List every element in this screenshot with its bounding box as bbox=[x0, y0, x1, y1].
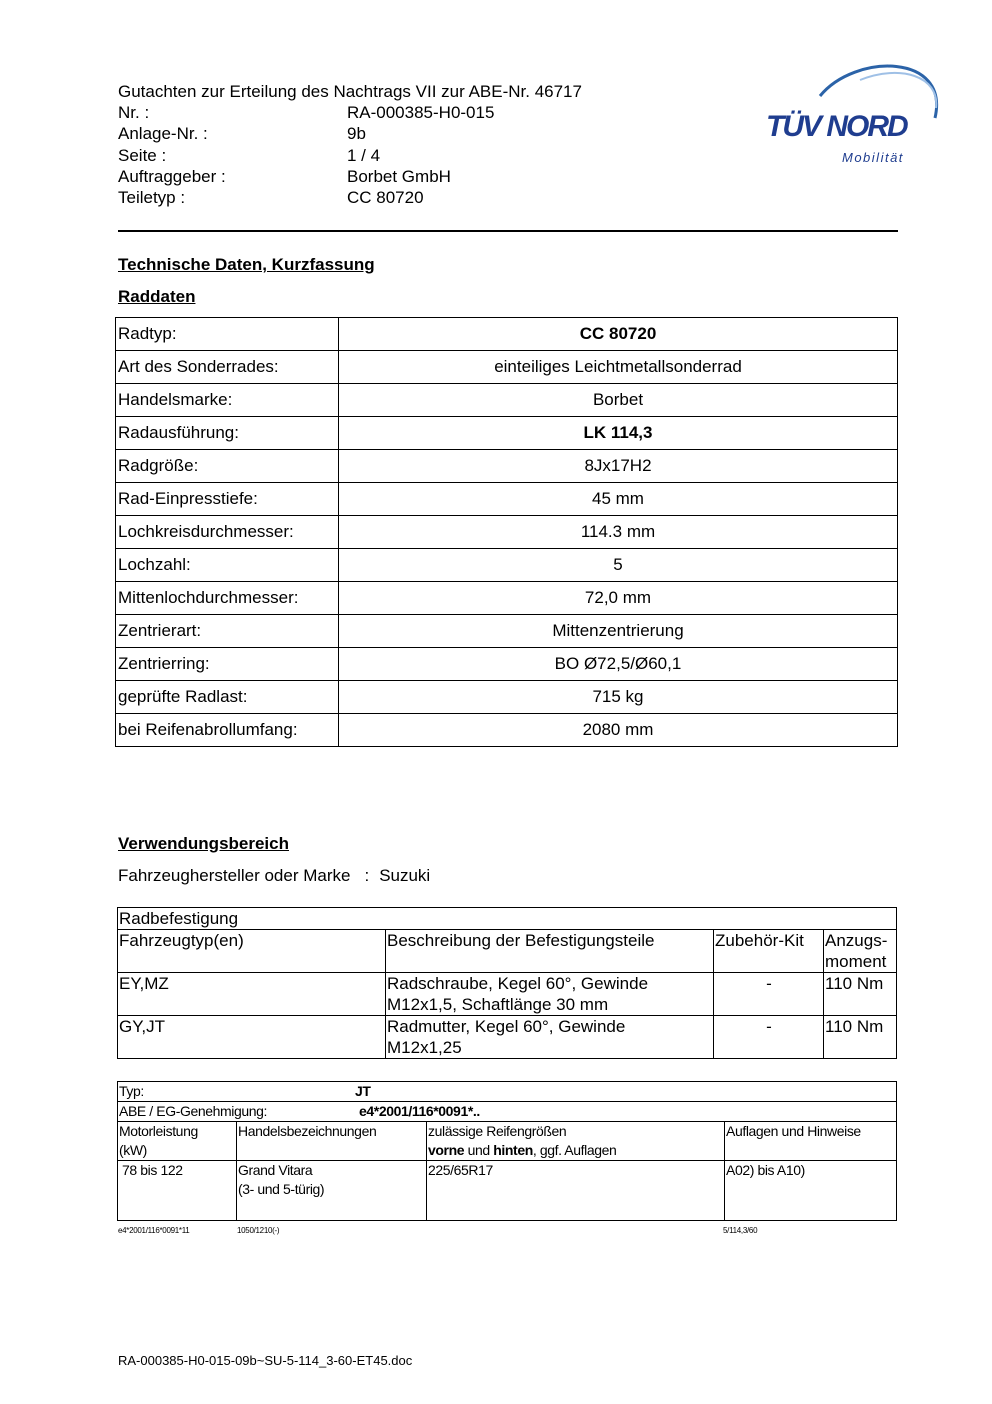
logo-subtitle: Mobilität bbox=[842, 150, 904, 165]
header-row-seite bbox=[0, 145, 700, 166]
table-title-row bbox=[118, 908, 897, 930]
header-beschreibung: Beschreibung der Befestigungsteile bbox=[386, 930, 714, 973]
cell-typ: GY,JT bbox=[118, 1016, 386, 1059]
fahrzeug-label: Fahrzeughersteller oder Marke bbox=[118, 866, 351, 885]
abe-cell bbox=[118, 1102, 897, 1122]
cell-auflagen: A02) bis A10) bbox=[725, 1161, 897, 1221]
section-raddaten: Raddaten bbox=[118, 287, 196, 306]
small-footer-mid: 1050/1210(-) bbox=[237, 1226, 280, 1235]
header-row-teiletyp bbox=[0, 187, 700, 208]
header-anzugs: Anzugs- bbox=[825, 931, 888, 950]
section-technical: Technische Daten, Kurzfassung bbox=[118, 255, 375, 274]
logo-brand: TÜV NORD bbox=[766, 110, 907, 143]
abe-value: e4*2001/116*0091*.. bbox=[359, 1103, 480, 1119]
row-value: 8Jx17H2 bbox=[339, 450, 898, 483]
row-label: Radtyp: bbox=[116, 318, 339, 351]
row-value: 715 kg bbox=[339, 681, 898, 714]
typ-value: JT bbox=[355, 1083, 371, 1099]
fahrzeug-sep: : bbox=[364, 866, 370, 885]
header-value: 1 / 4 bbox=[347, 146, 381, 165]
row-value: LK 114,3 bbox=[339, 417, 898, 450]
row-value: 114.3 mm bbox=[339, 516, 898, 549]
typ-table bbox=[117, 1081, 897, 1221]
table-row bbox=[116, 483, 898, 516]
row-value: Mittenzentrierung bbox=[339, 615, 898, 648]
cell-kit: - bbox=[714, 1016, 824, 1059]
row-label: Rad-Einpresstiefe: bbox=[116, 483, 339, 516]
befestigung-title: Radbefestigung bbox=[118, 908, 897, 930]
header-row-anlage bbox=[0, 123, 700, 144]
header-key: Seite : bbox=[118, 146, 167, 165]
tuv-nord-logo bbox=[760, 58, 945, 170]
table-header-row bbox=[118, 930, 897, 973]
header-fahrzeugtyp: Fahrzeugtyp(en) bbox=[118, 930, 386, 973]
row-label: Mittenlochdurchmesser: bbox=[116, 582, 339, 615]
row-label: Radausführung: bbox=[116, 417, 339, 450]
table-row bbox=[116, 417, 898, 450]
table-row bbox=[116, 450, 898, 483]
header-motor-line: (kW) bbox=[119, 1142, 147, 1158]
row-value: 2080 mm bbox=[339, 714, 898, 747]
row-value: 72,0 mm bbox=[339, 582, 898, 615]
header-divider bbox=[118, 230, 898, 232]
row-value: Borbet bbox=[339, 384, 898, 417]
table-row bbox=[118, 973, 897, 1016]
table-row bbox=[116, 549, 898, 582]
header-motor bbox=[118, 1122, 237, 1161]
row-label: Lochzahl: bbox=[116, 549, 339, 582]
row-label: Zentrierring: bbox=[116, 648, 339, 681]
header-row-nr bbox=[0, 102, 700, 123]
header-zubehoer: Zubehör-Kit bbox=[714, 930, 824, 973]
raddaten-table bbox=[115, 317, 898, 747]
header-moment: moment bbox=[825, 952, 887, 971]
table-row bbox=[116, 582, 898, 615]
fahrzeughersteller-line bbox=[118, 866, 430, 886]
row-value: 45 mm bbox=[339, 483, 898, 516]
row-value: BO Ø72,5/Ø60,1 bbox=[339, 648, 898, 681]
reifen-hinten: hinten bbox=[493, 1142, 533, 1158]
name-line: Grand Vitara bbox=[238, 1162, 313, 1178]
row-label: Lochkreisdurchmesser: bbox=[116, 516, 339, 549]
header-key: Teiletyp : bbox=[118, 188, 186, 207]
abe-row bbox=[118, 1102, 897, 1122]
desc-line: M12x1,5, Schaftlänge 30 mm bbox=[387, 995, 609, 1014]
header-value: Borbet GmbH bbox=[347, 167, 451, 186]
typ-label: Typ: bbox=[119, 1083, 144, 1099]
table-row bbox=[118, 1016, 897, 1059]
typ-header-row bbox=[118, 1122, 897, 1161]
table-row bbox=[116, 615, 898, 648]
header-anzugsmoment bbox=[824, 930, 897, 973]
typ-row bbox=[118, 1082, 897, 1102]
header-auflagen: Auflagen und Hinweise bbox=[725, 1122, 897, 1161]
typ-cell bbox=[118, 1082, 897, 1102]
table-row bbox=[116, 351, 898, 384]
header-value: 9b bbox=[347, 124, 366, 143]
document-filename: RA-000385-H0-015-09b~SU-5-114_3-60-ET45.doc bbox=[118, 1353, 413, 1368]
cell-moment: 110 Nm bbox=[824, 1016, 897, 1059]
small-footer-right: 5/114,3/60 bbox=[723, 1226, 758, 1235]
row-label: geprüfte Radlast: bbox=[116, 681, 339, 714]
row-value: einteiliges Leichtmetallsonderrad bbox=[339, 351, 898, 384]
table-row bbox=[116, 714, 898, 747]
row-label: Radgröße: bbox=[116, 450, 339, 483]
table-row bbox=[116, 648, 898, 681]
befestigung-table bbox=[117, 907, 897, 1059]
desc-line: M12x1,25 bbox=[387, 1038, 462, 1057]
document-title: Gutachten zur Erteilung des Nachtrags VII zur ABE-Nr. 46717 bbox=[118, 82, 582, 101]
row-value: CC 80720 bbox=[339, 318, 898, 351]
fahrzeug-value: Suzuki bbox=[379, 866, 431, 885]
cell-kit: - bbox=[714, 973, 824, 1016]
table-row bbox=[116, 516, 898, 549]
table-row bbox=[116, 318, 898, 351]
table-row bbox=[116, 384, 898, 417]
header-reifen-line bbox=[428, 1141, 724, 1160]
small-footer-left: e4*2001/116*0091*11 bbox=[118, 1226, 190, 1235]
cell-kw: 78 bis 122 bbox=[118, 1161, 237, 1221]
cell-typ: EY,MZ bbox=[118, 973, 386, 1016]
cell-reifen: 225/65R17 bbox=[427, 1161, 725, 1221]
desc-line: Radschraube, Kegel 60°, Gewinde bbox=[387, 974, 649, 993]
typ-data-row bbox=[118, 1161, 897, 1221]
header-motor-line: Motorleistung bbox=[119, 1123, 198, 1139]
header-reifen-line: zulässige Reifengrößen bbox=[428, 1123, 567, 1139]
row-label: Handelsmarke: bbox=[116, 384, 339, 417]
row-label: Art des Sonderrades: bbox=[116, 351, 339, 384]
name-line: (3- und 5-türig) bbox=[238, 1181, 325, 1197]
reifen-und: und bbox=[464, 1142, 494, 1158]
row-label: Zentrierart: bbox=[116, 615, 339, 648]
header-handel: Handelsbezeichnungen bbox=[237, 1122, 427, 1161]
header-value: CC 80720 bbox=[347, 188, 424, 207]
table-row bbox=[116, 681, 898, 714]
header-key: Anlage-Nr. : bbox=[118, 124, 208, 143]
desc-line: Radmutter, Kegel 60°, Gewinde bbox=[387, 1017, 626, 1036]
row-value: 5 bbox=[339, 549, 898, 582]
header-reifen bbox=[427, 1122, 725, 1161]
cell-desc bbox=[386, 1016, 714, 1059]
abe-label: ABE / EG-Genehmigung: bbox=[119, 1103, 268, 1119]
reifen-vorne: vorne bbox=[428, 1142, 465, 1158]
section-verwendung: Verwendungsbereich bbox=[118, 834, 289, 853]
reifen-rest: , ggf. Auflagen bbox=[532, 1142, 617, 1158]
cell-name bbox=[237, 1161, 427, 1221]
cell-desc bbox=[386, 973, 714, 1016]
header-key: Nr. : bbox=[118, 103, 150, 122]
cell-moment: 110 Nm bbox=[824, 973, 897, 1016]
header-key: Auftraggeber : bbox=[118, 167, 226, 186]
header-value: RA-000385-H0-015 bbox=[347, 103, 495, 122]
row-label: bei Reifenabrollumfang: bbox=[116, 714, 339, 747]
header-row-auftraggeber bbox=[0, 166, 700, 187]
